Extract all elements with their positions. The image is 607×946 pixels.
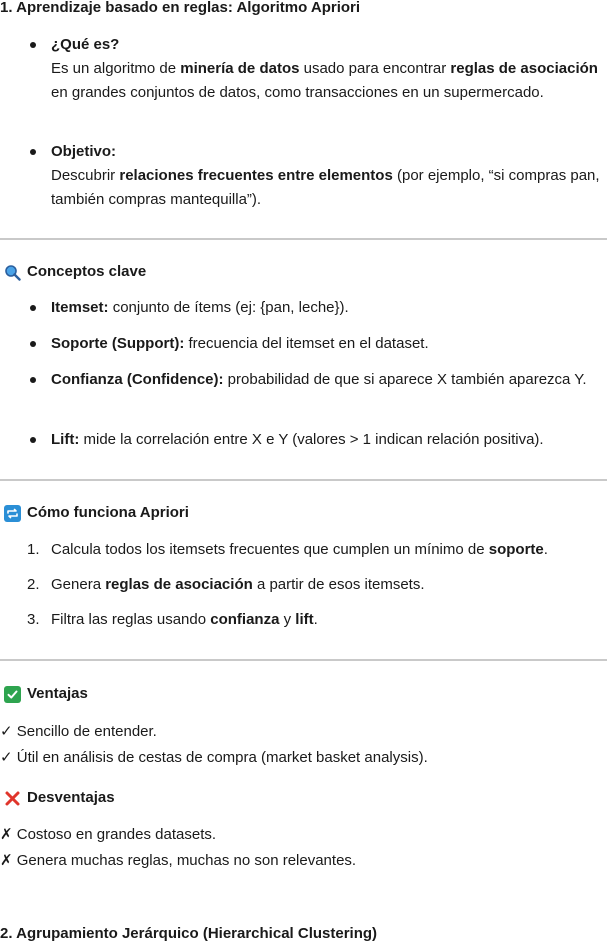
list-item: Itemset: conjunto de ítems (ej: {pan, leche}). (51, 296, 603, 320)
what-text: Es un algoritmo de minería de datos usado para encontrar reglas de asociación en grandes conjuntos de datos, como transacciones en un supermercado. (51, 60, 598, 101)
pros-item: ✓ Sencillo de entender. (0, 723, 157, 740)
concepts-title: Conceptos clave (27, 263, 147, 280)
cons-heading (4, 786, 115, 810)
bullet (30, 341, 36, 347)
concepts-heading (4, 260, 146, 284)
cons-item: ✗ Costoso en grandes datasets. (0, 826, 217, 843)
list-item-what (51, 33, 603, 105)
bullet (30, 149, 36, 155)
cross-icon (4, 790, 21, 807)
list-item: Lift: mide la correlación entre X e Y (valores > 1 indican relación positiva). (51, 428, 603, 452)
bullet (30, 437, 36, 443)
pros-heading (4, 682, 88, 706)
list-item: 1. Calcula todos los itemsets frecuentes que cumplen un mínimo de soporte. (27, 541, 548, 558)
check-icon (4, 686, 21, 703)
divider (0, 238, 607, 240)
what-label: ¿Qué es? (51, 36, 120, 53)
section1-title: 1. Aprendizaje basado en reglas: Algoritmo Apriori (0, 0, 361, 16)
bullet (30, 42, 36, 48)
bullet (30, 377, 36, 383)
cons-item: ✗ Genera muchas reglas, muchas no son relevantes. (0, 852, 357, 869)
divider (0, 479, 607, 481)
list-item: 2. Genera reglas de asociación a partir de esos itemsets. (27, 576, 425, 593)
pros-item: ✓ Útil en análisis de cestas de compra (market basket analysis). (0, 749, 428, 766)
list-item: 3. Filtra las reglas usando confianza y lift. (27, 611, 318, 628)
repeat-icon (4, 505, 21, 522)
section2-title: 2. Agrupamiento Jerárquico (Hierarchical Clustering) (0, 925, 378, 942)
how-heading (4, 501, 189, 525)
objective-label: Objetivo: (51, 143, 117, 160)
list-item: Soporte (Support): frecuencia del itemset en el dataset. (51, 332, 603, 356)
bullet (30, 305, 36, 311)
cons-title: Desventajas (27, 789, 115, 806)
list-item-objective (51, 140, 603, 212)
objective-text: Descubrir relaciones frecuentes entre elementos (por ejemplo, “si compras pan, también compras mantequilla”). (51, 167, 600, 208)
how-title: Cómo funciona Apriori (27, 504, 189, 521)
list-item: Confianza (Confidence): probabilidad de que si aparece X también aparezca Y. (51, 368, 603, 392)
divider (0, 659, 607, 661)
pros-title: Ventajas (27, 685, 88, 702)
magnifier-icon (4, 264, 21, 281)
